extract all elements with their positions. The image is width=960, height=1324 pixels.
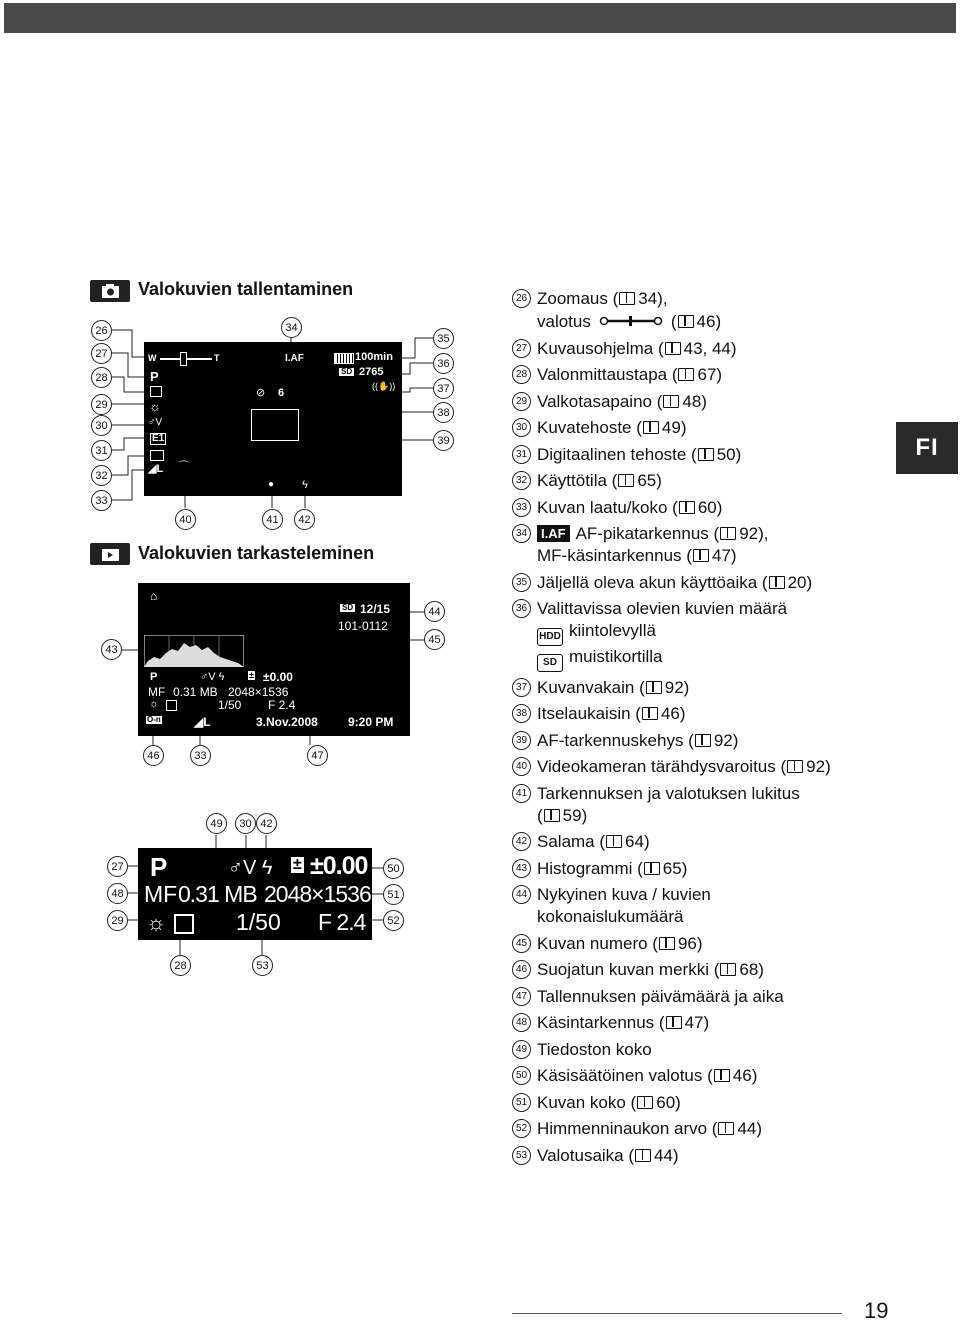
callout-33: 33 (91, 490, 112, 511)
item-ref: 48) (682, 391, 707, 411)
item-ref: 20) (787, 572, 813, 592)
item-ref: 46) (732, 1066, 758, 1085)
effect-flash-icons: ♂V ϟ (228, 857, 273, 879)
exposure-icon: ± (249, 670, 254, 680)
legend-item-51 (512, 1092, 892, 1114)
item-ref: 65) (637, 471, 662, 490)
resolution: 2048×1536 (228, 685, 289, 699)
legend-item-28 (512, 364, 892, 386)
info-detail-screen (138, 848, 372, 940)
legend-item-38 (512, 703, 892, 725)
item-text: Himmenninaukon arvo ( (537, 1119, 718, 1138)
item-number: 30 (512, 418, 531, 437)
legend-list (512, 288, 892, 1171)
item-text: Kuvan laatu/koko ( (537, 497, 678, 517)
item-text-2: ( (537, 805, 543, 825)
book-icon (679, 501, 695, 514)
book-icon (618, 474, 634, 487)
book-icon (646, 681, 662, 694)
item-number: 41 (512, 784, 531, 803)
item-text: Valkotasapaino ( (537, 391, 663, 411)
selftimer-icon: ⊘ (256, 387, 266, 399)
mf-label: MF (148, 685, 166, 699)
histogram (144, 635, 244, 667)
item-number: 49 (512, 1040, 531, 1059)
item-text: Jäljellä oleva akun käyttöaika ( (537, 572, 768, 592)
callout-30: 30 (91, 415, 112, 436)
program-mode: P (150, 369, 159, 384)
item-number: 37 (512, 678, 531, 697)
item-number: 43 (512, 859, 531, 878)
recording-time: 9:20 PM (348, 715, 394, 729)
item-number: 31 (512, 445, 531, 464)
callout-28: 28 (91, 367, 112, 388)
callout-36: 36 (433, 353, 454, 374)
legend-item-30 (512, 417, 892, 439)
item-text: Kuvanvakain ( (537, 677, 645, 697)
zoom-t: T (214, 353, 220, 363)
item-ref-2: 59) (562, 805, 588, 825)
book-icon (644, 862, 660, 875)
item-text: Käsisäätöinen valotus ( (537, 1066, 713, 1085)
item-text-2: MF-käsintarkennus ( (537, 546, 692, 565)
callout-47: 47 (307, 745, 328, 766)
iaf-icon: I.AF (537, 525, 570, 542)
item-number: 39 (512, 731, 531, 750)
recording-date: 3.Nov.2008 (256, 715, 318, 729)
af-mode-label: I.AF (285, 353, 304, 364)
item-number: 53 (512, 1146, 531, 1165)
shutter-speed: 1/50 (236, 909, 281, 935)
file-number: 101-0112 (338, 619, 388, 633)
footer-rule (512, 1313, 842, 1314)
item-sub-1: kiintolevyllä (569, 621, 656, 640)
legend-item-49 (512, 1039, 892, 1061)
item-ref: 43, 44) (683, 338, 737, 358)
item-number: 46 (512, 960, 531, 979)
wb-icon: ☼ (146, 910, 167, 935)
item-number: 52 (512, 1119, 531, 1138)
item-text-2: valotus (537, 312, 591, 331)
callout-34: 34 (281, 317, 302, 338)
item-number: 35 (512, 573, 531, 592)
item-number: 42 (512, 832, 531, 851)
item-text: Kuvausohjelma ( (537, 338, 664, 358)
item-number: 34 (512, 524, 531, 543)
book-icon (720, 963, 736, 976)
book-icon (695, 734, 711, 747)
card-icon: SD (342, 603, 354, 612)
item-ref: 47) (684, 1013, 710, 1032)
item-text: Suojatun kuvan merkki ( (537, 960, 720, 979)
legend-item-32 (512, 470, 892, 492)
callout-37: 37 (433, 378, 454, 399)
item-ref: 60) (656, 1092, 681, 1112)
metering-icon (174, 914, 194, 934)
quality-icon: ◢L (148, 463, 164, 475)
callout-31: 31 (91, 440, 112, 461)
callout-42: 42 (294, 509, 315, 530)
wb-icon: ☼ (149, 698, 160, 710)
item-ref: 67) (697, 365, 723, 384)
legend-item-53 (512, 1145, 892, 1167)
sd-card-icon: SD (537, 654, 563, 672)
playback-mode-icon: ⌂ (150, 589, 158, 603)
callout-29b: 29 (107, 910, 128, 931)
callout-43: 43 (101, 639, 122, 660)
legend-item-34 (512, 523, 892, 567)
item-text: Itselaukaisin ( (537, 704, 641, 723)
item-text: Käsintarkennus ( (537, 1013, 665, 1032)
exposure-bar-icon (599, 310, 663, 320)
item-text: Tarkennuksen ja valotuksen lukitus (537, 783, 800, 803)
zoom-w: W (148, 353, 157, 363)
legend-item-37 (512, 677, 892, 699)
card-icon: SD (341, 367, 353, 376)
item-number: 33 (512, 498, 531, 517)
item-ref: 92), (739, 524, 769, 543)
af-frame (251, 409, 299, 441)
item-ref-2: 47) (711, 546, 737, 565)
playback-screen (138, 583, 410, 736)
callout-28b: 28 (170, 955, 191, 976)
item-text-2: kokonaislukumäärä (537, 907, 684, 926)
flash-icon: ϟ (302, 479, 308, 491)
callout-29: 29 (91, 394, 112, 415)
hdd-icon: HDD (537, 628, 563, 646)
item-number: 48 (512, 1013, 531, 1032)
focus-lock-icon: ● (268, 479, 275, 490)
page-number: 19 (864, 1298, 889, 1323)
shots-available: 2765 (359, 366, 384, 378)
book-icon (666, 1016, 682, 1029)
callout-44: 44 (424, 601, 445, 622)
item-ref: 44) (654, 1145, 679, 1165)
book-icon (678, 315, 694, 328)
item-text: AF-pikatarkennus ( (575, 524, 720, 543)
item-text: Videokameran tärähdysvaroitus ( (537, 757, 787, 776)
item-number: 50 (512, 1066, 531, 1085)
shutter-speed: 1/50 (218, 698, 242, 712)
item-text: Nykyinen kuva / kuvien (537, 885, 711, 904)
callout-40: 40 (175, 509, 196, 530)
legend-item-46 (512, 959, 892, 981)
book-icon (642, 707, 658, 720)
book-icon (659, 937, 675, 950)
legend-item-33 (512, 497, 892, 519)
legend-item-43 (512, 858, 892, 880)
metering-icon (150, 386, 162, 397)
book-icon (769, 576, 785, 589)
legend-item-48 (512, 1012, 892, 1034)
item-ref: 34), (638, 289, 668, 308)
quality-icon: ◢L (194, 715, 211, 729)
aperture: F 2.4 (318, 909, 366, 935)
item-ref: 92) (713, 730, 739, 750)
language-tab: FI (896, 422, 958, 474)
callout-45: 45 (424, 629, 445, 650)
item-text: Käyttötila ( (537, 471, 618, 490)
item-sub-2: muistikortilla (569, 647, 663, 666)
book-icon (544, 809, 560, 822)
drive-mode-icon (150, 450, 164, 461)
callout-33b: 33 (190, 745, 211, 766)
book-icon (714, 1069, 730, 1082)
item-ref: 44) (737, 1119, 763, 1138)
exposure-icon: ± (293, 856, 302, 873)
item-text: Valonmittaustapa ( (537, 365, 678, 384)
book-icon (643, 421, 659, 434)
item-number: 36 (512, 599, 531, 618)
item-text: Tiedoston koko (537, 1039, 652, 1059)
book-icon (619, 292, 635, 305)
camera-icon (90, 280, 130, 302)
legend-item-50 (512, 1065, 892, 1087)
effect-flash-icons: ♂V ϟ (200, 671, 225, 683)
item-ref: 64) (625, 832, 650, 851)
legend-item-31 (512, 444, 892, 466)
legend-item-39 (512, 730, 892, 752)
item-number: 40 (512, 757, 531, 776)
item-text: Salama ( (537, 832, 606, 851)
file-size: 0.31 MB (173, 685, 218, 699)
stabilizer-icon: ((✋)) (372, 381, 396, 391)
legend-item-45 (512, 933, 892, 955)
item-number: 27 (512, 339, 531, 358)
callout-53: 53 (252, 955, 273, 976)
legend-item-40 (512, 756, 892, 778)
item-ref: 68) (739, 960, 764, 979)
callout-30b: 30 (235, 813, 256, 834)
callout-27b: 27 (107, 856, 128, 877)
callout-46: 46 (143, 745, 164, 766)
exposure-value: ±0.00 (263, 670, 293, 684)
effect-icon: ♂V (148, 417, 163, 428)
playback-icon (90, 543, 130, 565)
book-icon (678, 368, 694, 381)
item-text: Valotusaika ( (537, 1145, 635, 1165)
item-number: 32 (512, 471, 531, 490)
zoom-marker (180, 352, 187, 366)
battery-icon (334, 353, 354, 364)
item-ref: 50) (716, 444, 742, 464)
item-ref-2: 46) (696, 312, 722, 331)
item-number: 45 (512, 934, 531, 953)
callout-48: 48 (107, 883, 128, 904)
metering-icon (166, 700, 177, 711)
book-icon (663, 395, 679, 408)
item-ref: 49) (661, 418, 687, 437)
item-text-2b: ( (670, 312, 677, 331)
item-ref: 60) (697, 497, 723, 517)
protect-icon: O-n (147, 715, 161, 724)
item-text: Digitaalinen tehoste ( (537, 444, 697, 464)
item-ref: 46) (660, 704, 686, 723)
resolution: 2048×1536 (264, 881, 371, 907)
item-number: 44 (512, 885, 531, 904)
time-remaining: 100min (355, 351, 393, 363)
callout-42b: 42 (256, 813, 277, 834)
white-balance-icon: ☼ (149, 399, 161, 414)
callout-26: 26 (91, 320, 112, 341)
book-icon (665, 342, 681, 355)
callout-35: 35 (433, 328, 454, 349)
item-text: Tallennuksen päivämäärä ja aika (537, 986, 784, 1006)
item-text: Kuvan numero ( (537, 933, 658, 953)
item-number: 38 (512, 704, 531, 723)
legend-item-27 (512, 338, 892, 360)
item-text: AF-tarkennuskehys ( (537, 730, 694, 750)
item-number: 26 (512, 289, 531, 308)
item-number: 47 (512, 987, 531, 1006)
book-icon (635, 1149, 651, 1162)
book-icon (718, 1122, 734, 1135)
item-number: 51 (512, 1093, 531, 1112)
digital-effect-icon: E1 (152, 433, 165, 444)
section-title-playback: Valokuvien tarkasteleminen (138, 543, 375, 563)
legend-item-29 (512, 391, 892, 413)
callout-49: 49 (206, 813, 227, 834)
item-number: 28 (512, 365, 531, 384)
legend-item-35 (512, 572, 892, 594)
aperture: F 2.4 (268, 698, 296, 712)
callout-39: 39 (433, 430, 454, 451)
program-mode: P (150, 671, 158, 683)
file-size: 0.31 MB (178, 881, 257, 907)
item-ref: 65) (662, 858, 688, 878)
legend-item-47 (512, 986, 892, 1008)
callout-32: 32 (91, 465, 112, 486)
mf-label: MF (144, 881, 178, 907)
legend-item-44 (512, 884, 892, 928)
legend-item-26 (512, 288, 892, 333)
shake-warning-icon: ⌒ (178, 461, 189, 473)
book-icon (606, 835, 622, 848)
exposure-value: ±0.00 (310, 852, 368, 880)
item-number: 29 (512, 392, 531, 411)
item-text: Zoomaus ( (537, 289, 619, 308)
callout-27: 27 (91, 343, 112, 364)
image-counter: 12/15 (360, 602, 391, 616)
book-icon (787, 760, 803, 773)
book-icon (698, 448, 714, 461)
legend-item-36 (512, 598, 892, 672)
callout-51: 51 (383, 884, 404, 905)
book-icon (693, 549, 709, 562)
item-text: Histogrammi ( (537, 858, 643, 878)
callout-50: 50 (383, 858, 404, 879)
program-mode: P (150, 852, 168, 882)
legend-item-52 (512, 1118, 892, 1140)
item-ref: 96) (677, 933, 703, 953)
book-icon (720, 527, 736, 540)
selftimer-seconds: 6 (278, 387, 285, 399)
section-title-recording: Valokuvien tallentaminen (138, 279, 354, 299)
book-icon (637, 1096, 653, 1109)
callout-41: 41 (262, 509, 283, 530)
legend-item-41 (512, 783, 892, 827)
item-ref: 92) (806, 757, 831, 776)
item-text: Kuvan koko ( (537, 1092, 637, 1112)
item-text: Kuvatehoste ( (537, 418, 642, 437)
legend-item-42 (512, 831, 892, 853)
callout-52: 52 (383, 910, 404, 931)
callout-38: 38 (433, 402, 454, 423)
item-text: Valittavissa olevien kuvien määrä (537, 599, 788, 618)
item-ref: 92) (664, 677, 690, 697)
recording-screen (144, 342, 402, 496)
